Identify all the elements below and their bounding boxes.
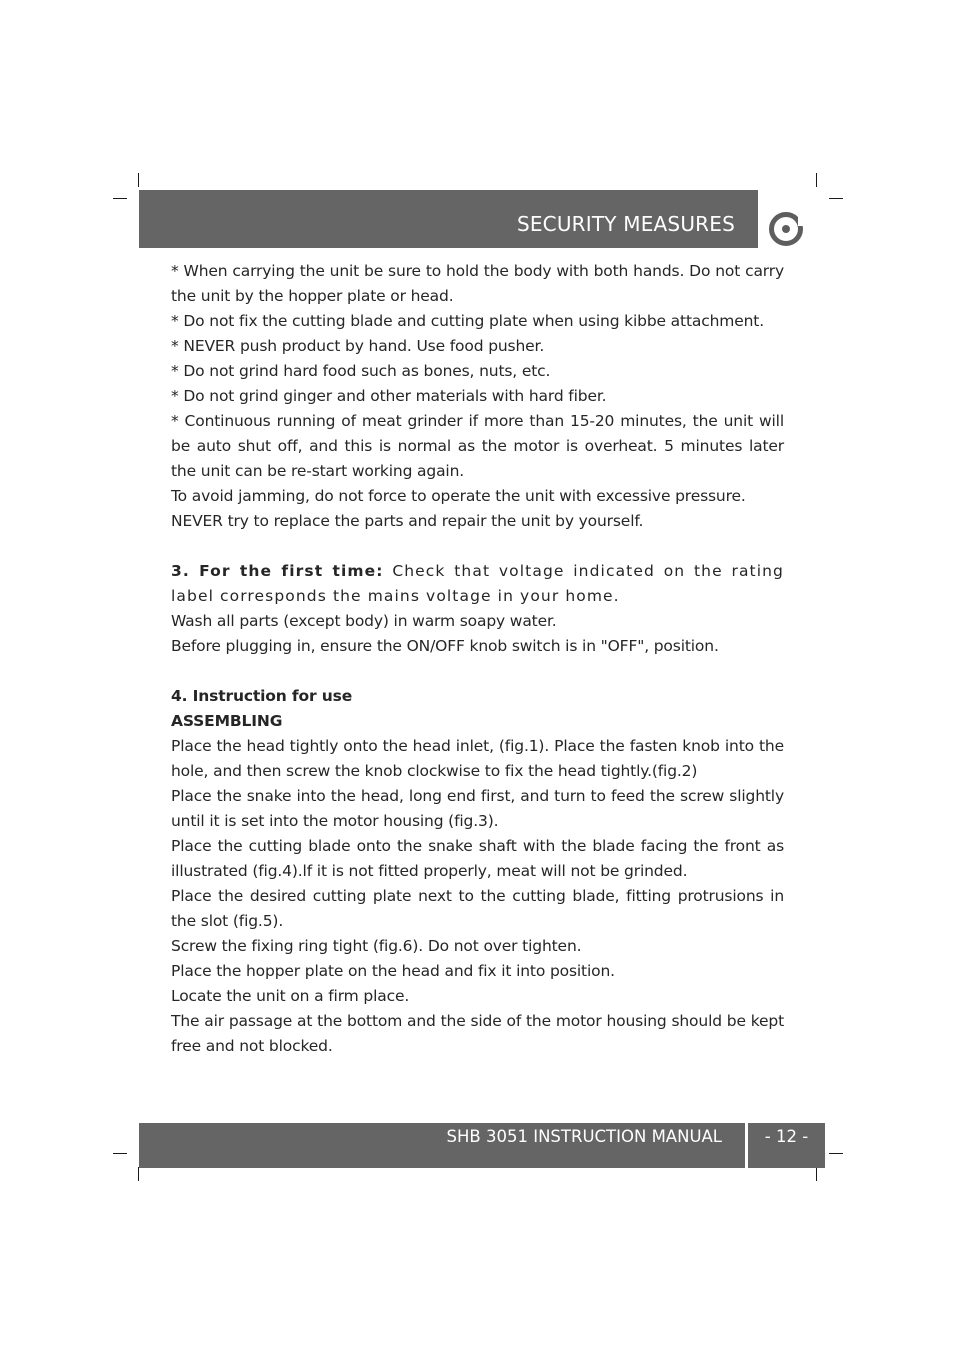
- assembling-step: The air passage at the bottom and the side of the motor housing should be kept free and not blocked.: [171, 1012, 784, 1055]
- safety-note: To avoid jamming, do not force to operate the unit with excessive pressure.: [171, 487, 746, 505]
- safety-item: * When carrying the unit be sure to hold the body with both hands. Do not carry the unit by the hopper plate or head.: [171, 262, 784, 305]
- header-bar: [139, 190, 758, 248]
- assembling-step: Place the cutting blade onto the snake shaft with the blade facing the front as illustrated (fig.4).lf it is not fitted properly, meat will not be grinded.: [171, 837, 784, 880]
- first-time-heading: 3. For the first time:: [171, 562, 384, 580]
- first-time-step: Wash all parts (except body) in warm soapy water.: [171, 612, 557, 630]
- page-number: - 12 -: [764, 1127, 809, 1146]
- crop-mark: [138, 173, 139, 187]
- safety-item: * Continuous running of meat grinder if more than 15-20 minutes, the unit will be auto shut off, and this is normal as the motor is overheat. 5 minutes later the unit can be re-start working again.: [171, 412, 784, 480]
- instruction-heading: 4. Instruction for use: [171, 687, 353, 705]
- assembling-step: Locate the unit on a firm place.: [171, 987, 410, 1005]
- assembling-step: Place the desired cutting plate next to the cutting blade, fitting protrusions in the slot (fig.5).: [171, 887, 784, 930]
- assembling-step: Place the snake into the head, long end first, and turn to feed the screw slightly until it is set into the motor housing (fig.3).: [171, 787, 784, 830]
- crop-mark: [829, 198, 843, 199]
- assembling-step: Place the head tightly onto the head inlet, (fig.1). Place the fasten knob into the hole, and then screw the knob clockwise to fix the head tightly.(fig.2): [171, 737, 784, 780]
- assembling-heading: ASSEMBLING: [171, 712, 283, 730]
- crop-mark: [113, 198, 127, 199]
- safety-item: * NEVER push product by hand. Use food pusher.: [171, 337, 545, 355]
- crop-mark: [816, 173, 817, 187]
- assembling-step: Place the hopper plate on the head and fix it into position.: [171, 962, 615, 980]
- first-time-paragraph: [171, 559, 784, 609]
- page-number-box: [748, 1123, 825, 1168]
- first-time-step: Before plugging in, ensure the ON/OFF knob switch is in "OFF", position.: [171, 637, 719, 655]
- manual-title: SHB 3051 INSTRUCTION MANUAL: [446, 1127, 722, 1146]
- safety-item: * Do not fix the cutting blade and cutting plate when using kibbe attachment.: [171, 312, 764, 330]
- safety-note: NEVER try to replace the parts and repair the unit by yourself.: [171, 512, 644, 530]
- page-content: [171, 259, 784, 1059]
- page-title: SECURITY MEASURES: [516, 212, 735, 236]
- footer-bar: [139, 1123, 745, 1168]
- first-time-text: Check that voltage indicated on the rating label corresponds the mains voltage in your home.: [171, 562, 784, 605]
- crop-mark: [138, 1167, 139, 1181]
- assembling-step: Screw the fixing ring tight (fig.6). Do not over tighten.: [171, 937, 582, 955]
- crop-mark: [829, 1153, 843, 1154]
- crop-mark: [113, 1153, 127, 1154]
- safety-item: * Do not grind ginger and other materials with hard fiber.: [171, 387, 607, 405]
- crop-mark: [816, 1167, 817, 1181]
- safety-item: * Do not grind hard food such as bones, nuts, etc.: [171, 362, 551, 380]
- brand-circle-logo-icon: [768, 210, 806, 246]
